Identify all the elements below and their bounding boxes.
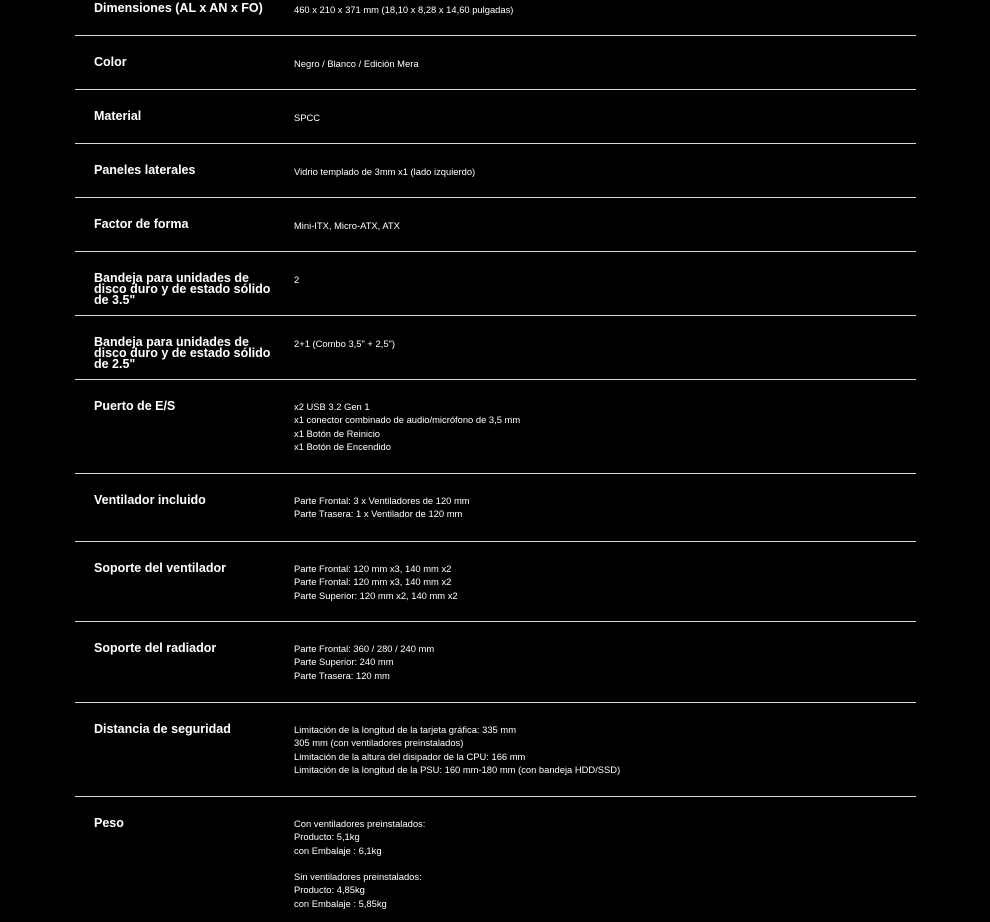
spec-value-line: Producto: 5,1kg <box>294 831 360 843</box>
spec-label: Peso <box>94 816 124 830</box>
spec-value <box>294 219 894 232</box>
spec-value-line: 2+1 (Combo 3,5" + 2,5") <box>294 338 395 349</box>
spec-value-line: Mini-ITX, Micro-ATX, ATX <box>294 220 400 231</box>
spec-value-line: 2 <box>294 274 300 285</box>
spec-label: Factor de forma <box>94 217 189 231</box>
spec-value-line: x2 USB 3.2 Gen 1 <box>294 401 370 412</box>
spec-label: Dimensiones (AL x AN x FO) <box>94 1 263 15</box>
spec-label: Paneles laterales <box>94 163 196 177</box>
spec-row-distancia-de-seguridad <box>75 703 916 797</box>
spec-row-paneles-laterales <box>75 144 916 198</box>
spec-value <box>294 3 894 16</box>
spec-value-line: Parte Frontal: 360 / 280 / 240 mm <box>294 643 435 654</box>
spec-label: Soporte del ventilador <box>94 561 226 575</box>
spec-value-line: con Embalaje : 5,85kg <box>294 897 387 909</box>
spec-value <box>294 723 894 776</box>
spec-row-puerto-de-e-s <box>75 380 916 474</box>
spec-value-line: Parte Superior: 120 mm x2, 140 mm x2 <box>294 589 458 601</box>
spec-value-line: Parte Frontal: 3 x Ventiladores de 120 mm <box>294 495 470 506</box>
spec-value-line: Parte Trasera: 120 mm <box>294 669 390 681</box>
spec-value-line: SPCC <box>294 112 321 123</box>
spec-value <box>294 494 894 521</box>
spec-value-line: Vidrio templado de 3mm x1 (lado izquierdo) <box>294 166 476 177</box>
spec-value <box>294 165 894 178</box>
spec-label: Ventilador incluido <box>94 493 206 507</box>
spec-value-line: Limitación de la longitud de la tarjeta gráfica: 335 mm <box>294 724 516 735</box>
spec-value-line: x1 Botón de Reinicio <box>294 427 380 439</box>
spec-row-dimensiones-al-x-an-x-fo <box>75 0 916 36</box>
spec-value-line: Negro / Blanco / Edición Mera <box>294 58 419 69</box>
spec-value <box>294 562 894 602</box>
spec-value <box>294 111 894 124</box>
spec-label: Color <box>94 55 127 69</box>
spec-row-soporte-del-radiador <box>75 622 916 703</box>
spec-value <box>294 337 894 350</box>
spec-label: Material <box>94 109 142 123</box>
spec-value-line: 460 x 210 x 371 mm (18,10 x 8,28 x 14,60 pulgadas) <box>294 4 514 15</box>
spec-label: Bandeja para unidades de disco duro y de estado sólido de 2.5" <box>94 335 271 371</box>
spec-label: Bandeja para unidades de disco duro y de estado sólido de 3.5" <box>94 271 271 307</box>
spec-value-line: Limitación de la longitud de la PSU: 160 mm-180 mm (con bandeja HDD/SSD) <box>294 763 621 775</box>
spec-row-bandeja-para-unidades-de-disco-duro-y-de <box>75 252 916 316</box>
spec-value <box>294 400 894 453</box>
spec-value-line: Limitación de la altura del disipador de la CPU: 166 mm <box>294 750 526 762</box>
spec-value <box>294 273 894 286</box>
spec-value-line: 305 mm (con ventiladores preinstalados) <box>294 737 464 749</box>
spec-value-line: Parte Superior: 240 mm <box>294 656 394 668</box>
spec-value-line: Sin ventiladores preinstalados: <box>294 871 422 883</box>
spec-value-line: Con ventiladores preinstalados: <box>294 818 426 829</box>
spec-label: Distancia de seguridad <box>94 722 231 736</box>
spec-row-factor-de-forma <box>75 198 916 252</box>
spec-row-material <box>75 90 916 144</box>
spec-value-line: x1 conector combinado de audio/micrófono de 3,5 mm <box>294 414 521 426</box>
spec-row-color <box>75 36 916 90</box>
spec-row-bandeja-para-unidades-de-disco-duro-y-de <box>75 316 916 380</box>
spec-value-line: Producto: 4,85kg <box>294 884 365 896</box>
spec-row-peso <box>75 797 916 922</box>
spec-value <box>294 642 894 682</box>
spec-value-line: con Embalaje : 6,1kg <box>294 844 382 856</box>
spec-value <box>294 817 894 910</box>
spec-value-line: x1 Botón de Encendido <box>294 440 391 452</box>
spec-row-soporte-del-ventilador <box>75 542 916 622</box>
spec-label: Puerto de E/S <box>94 399 176 413</box>
spec-label: Soporte del radiador <box>94 641 217 655</box>
spec-value-line: Parte Frontal: 120 mm x3, 140 mm x2 <box>294 576 452 588</box>
spec-row-ventilador-incluido <box>75 474 916 542</box>
spec-value-line: Parte Trasera: 1 x Ventilador de 120 mm <box>294 508 463 520</box>
spec-value <box>294 57 894 70</box>
spec-value-spacer <box>294 857 894 870</box>
spec-value-line: Parte Frontal: 120 mm x3, 140 mm x2 <box>294 563 452 574</box>
